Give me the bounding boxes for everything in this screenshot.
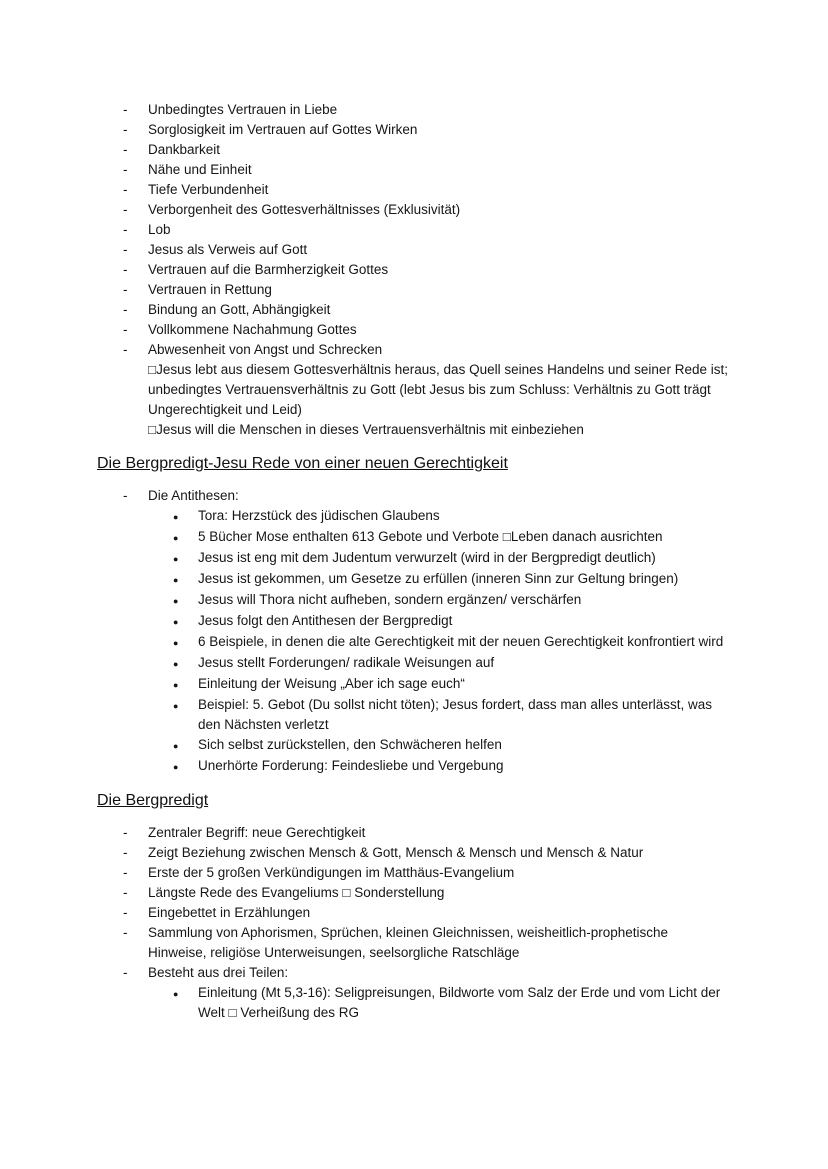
document-content: [97, 100, 730, 1023]
list-item: [97, 260, 730, 280]
list-item-text: Die Antithesen:: [148, 488, 239, 503]
list-item: [97, 823, 730, 843]
list-item-text: Jesus als Verweis auf Gott: [148, 242, 308, 257]
list-item: [97, 200, 730, 220]
list-item-text: Tora: Herzstück des jüdischen Glaubens: [198, 508, 440, 523]
list-item: [97, 548, 730, 569]
list-item: [97, 843, 730, 863]
list-item-text: Unerhörte Forderung: Feindesliebe und Vergebung: [198, 758, 504, 773]
dash-marker: -: [123, 342, 128, 357]
list-item: [97, 100, 730, 120]
list-item-text: Lob: [148, 222, 171, 237]
list-item: [97, 674, 730, 695]
list-item-text: Jesus stellt Forderungen/ radikale Weisungen auf: [198, 655, 495, 670]
list-item-text: Eingebettet in Erzählungen: [148, 905, 311, 920]
dash-marker: -: [123, 302, 128, 317]
list-item: [97, 883, 730, 903]
list-item-text: Jesus will Thora nicht aufheben, sondern ergänzen/ verschärfen: [198, 592, 582, 607]
list-item-text: 6 Beispiele, in denen die alte Gerechtigkeit mit der neuen Gerechtigkeit konfrontiert wird: [198, 634, 724, 649]
dash-marker: -: [123, 202, 128, 217]
list-item: [97, 569, 730, 590]
list-item-text: Erste der 5 großen Verkündigungen im Matthäus-Evangelium: [148, 865, 515, 880]
list-item: [97, 632, 730, 653]
list-item-text: Jesus ist gekommen, um Gesetze zu erfüllen (inneren Sinn zur Geltung bringen): [198, 571, 679, 586]
bullet-marker: ●: [173, 554, 179, 564]
list-item-text: Bindung an Gott, Abhängigkeit: [148, 302, 331, 317]
list-item: [97, 340, 730, 360]
dash-marker: -: [123, 322, 128, 337]
list-item-text: Jesus folgt den Antithesen der Bergpredigt: [198, 613, 453, 628]
dash-marker: -: [123, 222, 128, 237]
list-item-text: Sammlung von Aphorismen, Sprüchen, kleinen Gleichnissen, weisheitlich-prophetische Hinweise, religiöse Unterweisungen, seelsorgliche Ratschläge: [148, 925, 669, 960]
list-item: [97, 506, 730, 527]
list-item-text: 5 Bücher Mose enthalten 613 Gebote und Verbote □Leben danach ausrichten: [198, 529, 663, 544]
dash-marker: -: [123, 262, 128, 277]
bullet-marker: ●: [173, 617, 179, 627]
dash-marker: -: [123, 282, 128, 297]
note-paragraph: □Jesus will die Menschen in dieses Vertrauensverhältnis mit einbeziehen: [148, 422, 584, 437]
bullet-marker: ●: [173, 575, 179, 585]
list-item: [97, 120, 730, 140]
list-item: [97, 320, 730, 340]
dash-marker: -: [123, 865, 128, 880]
dash-marker: -: [123, 845, 128, 860]
dash-marker: -: [123, 825, 128, 840]
section-heading: Die Bergpredigt-Jesu Rede von einer neuen Gerechtigkeit: [97, 455, 508, 472]
dash-marker: -: [123, 488, 128, 503]
list-item: [97, 220, 730, 240]
list-item-text: Beispiel: 5. Gebot (Du sollst nicht töten); Jesus fordert, dass man alles unterlässt, was den Nächsten verletzt: [198, 697, 712, 732]
list-item: [97, 140, 730, 160]
list-item-text: Sorglosigkeit im Vertrauen auf Gottes Wirken: [148, 122, 418, 137]
dash-marker: -: [123, 102, 128, 117]
bullet-marker: ●: [173, 512, 179, 522]
list-item-text: Verborgenheit des Gottesverhältnisses (Exklusivität): [148, 202, 461, 217]
list-item: [97, 963, 730, 983]
dash-marker: -: [123, 965, 128, 980]
list-item: [97, 983, 730, 1023]
list-item: [97, 756, 730, 777]
list-item: [97, 240, 730, 260]
list-item: [97, 695, 730, 735]
list-item-text: Dankbarkeit: [148, 142, 221, 157]
list-item-text: Längste Rede des Evangeliums □ Sonderstellung: [148, 885, 445, 900]
list-item-text: Vertrauen in Rettung: [148, 282, 272, 297]
list-item: [97, 590, 730, 611]
list-item-text: Einleitung (Mt 5,3-16): Seligpreisungen, Bildworte vom Salz der Erde und vom Licht der Welt □ Verheißung des RG: [198, 985, 721, 1020]
list-item-text: Besteht aus drei Teilen:: [148, 965, 289, 980]
dash-marker: -: [123, 885, 128, 900]
list-item-text: Zeigt Beziehung zwischen Mensch & Gott, Mensch & Mensch und Mensch & Natur: [148, 845, 644, 860]
list-item: [97, 527, 730, 548]
list-item-text: Nähe und Einheit: [148, 162, 252, 177]
section-heading: Die Bergpredigt: [97, 792, 209, 809]
dash-marker: -: [123, 905, 128, 920]
dash-marker: -: [123, 142, 128, 157]
list-item-text: Abwesenheit von Angst und Schrecken: [148, 342, 383, 357]
bullet-marker: ●: [173, 638, 179, 648]
dash-marker: -: [123, 162, 128, 177]
list-item-text: Tiefe Verbundenheit: [148, 182, 269, 197]
list-item: [97, 735, 730, 756]
list-item: [97, 863, 730, 883]
bullet-marker: ●: [173, 762, 179, 772]
dash-marker: -: [123, 242, 128, 257]
bullet-marker: ●: [173, 596, 179, 606]
bullet-marker: ●: [173, 701, 179, 711]
list-item: [97, 486, 730, 506]
list-item: [97, 180, 730, 200]
bullet-marker: ●: [173, 659, 179, 669]
list-item: [97, 160, 730, 180]
bullet-marker: ●: [173, 533, 179, 543]
list-item-text: Jesus ist eng mit dem Judentum verwurzelt (wird in der Bergpredigt deutlich): [198, 550, 656, 565]
list-item-text: Sich selbst zurückstellen, den Schwächeren helfen: [198, 737, 502, 752]
list-item-text: Zentraler Begriff: neue Gerechtigkeit: [148, 825, 366, 840]
list-item: [97, 653, 730, 674]
list-item-text: Vertrauen auf die Barmherzigkeit Gottes: [148, 262, 389, 277]
list-item-text: Vollkommene Nachahmung Gottes: [148, 322, 357, 337]
list-item: [97, 300, 730, 320]
list-item: [97, 923, 730, 963]
dash-marker: -: [123, 925, 128, 940]
dash-marker: -: [123, 182, 128, 197]
bullet-marker: ●: [173, 680, 179, 690]
bullet-marker: ●: [173, 989, 179, 999]
list-item: [97, 611, 730, 632]
bullet-marker: ●: [173, 741, 179, 751]
list-item: [97, 280, 730, 300]
dash-marker: -: [123, 122, 128, 137]
list-item-text: Einleitung der Weisung „Aber ich sage euch“: [198, 676, 465, 691]
note-paragraph: □Jesus lebt aus diesem Gottesverhältnis heraus, das Quell seines Handelns und seiner Rede ist; unbedingtes Vertrauensverhältnis zu Gott (lebt Jesus bis zum Schluss: Verhältnis zu Gott trägt Ungerechtigkeit und Leid): [148, 362, 728, 417]
list-item: [97, 903, 730, 923]
list-item-text: Unbedingtes Vertrauen in Liebe: [148, 102, 338, 117]
